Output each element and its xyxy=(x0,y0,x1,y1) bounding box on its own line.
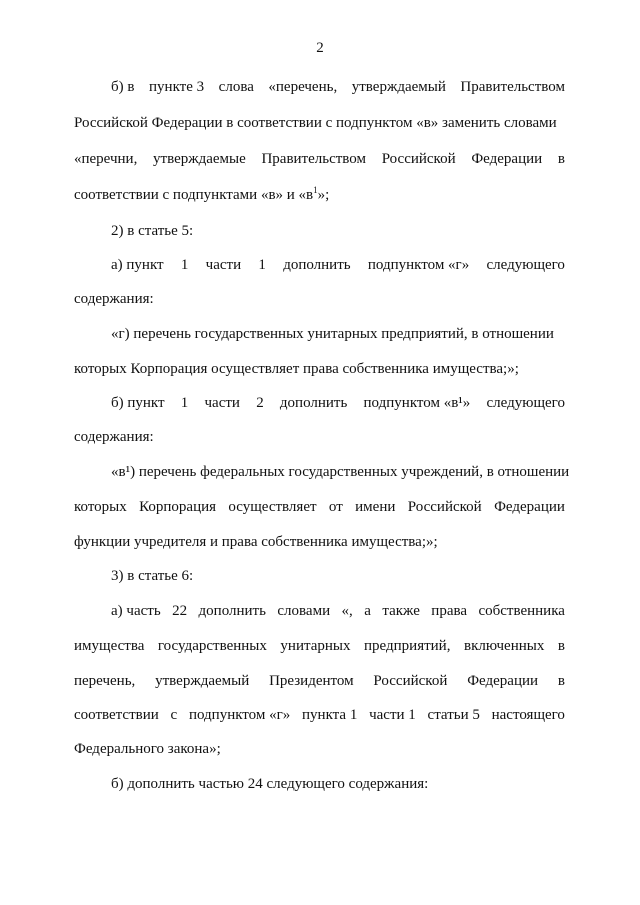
word: «, xyxy=(341,603,353,619)
text-line xyxy=(74,290,565,308)
word: а xyxy=(364,603,371,619)
text-run: содержания: xyxy=(74,429,154,445)
word: пункте 3 xyxy=(149,79,205,95)
word: б) в xyxy=(111,79,135,95)
word: утверждаемый xyxy=(155,673,250,689)
word: 2 xyxy=(256,395,264,411)
text-line xyxy=(74,114,565,132)
word: пункта 1 xyxy=(302,707,358,723)
word: слова xyxy=(218,79,254,95)
word: а) пункт xyxy=(111,257,164,273)
text-line xyxy=(111,394,565,412)
word: осуществляет xyxy=(228,499,317,515)
text-line xyxy=(111,222,565,240)
word: перечень, xyxy=(74,673,136,689)
text-line xyxy=(74,428,565,446)
text-run: содержания: xyxy=(74,291,154,307)
word: дополнить xyxy=(279,395,348,411)
word: Корпорация xyxy=(139,499,217,515)
word: от xyxy=(328,499,343,515)
word: подпунктом «г» xyxy=(188,707,291,723)
word: государственных xyxy=(157,638,267,654)
text-line xyxy=(74,740,565,758)
word: соответствии xyxy=(74,707,159,723)
word: собственника xyxy=(478,603,565,619)
text-line xyxy=(111,567,565,585)
word: унитарных xyxy=(280,638,351,654)
text-line xyxy=(74,533,565,551)
word: части xyxy=(204,395,240,411)
text-line xyxy=(111,602,565,620)
word: 22 xyxy=(172,603,188,619)
word: в xyxy=(557,673,565,689)
word: которых xyxy=(74,499,127,515)
word: утверждаемый xyxy=(351,79,446,95)
text-line xyxy=(111,256,565,274)
word: имени xyxy=(355,499,396,515)
text-line xyxy=(74,186,565,204)
word: подпунктом «в¹» xyxy=(363,395,471,411)
text-run: функции учредителя и права собственника имущества;»; xyxy=(74,534,438,550)
word: б) пункт xyxy=(111,395,165,411)
word: Российской xyxy=(407,499,482,515)
word: подпунктом «г» xyxy=(367,257,470,273)
text-run: 2) в статье 5: xyxy=(111,223,194,239)
word: 1 xyxy=(180,257,189,273)
text-line xyxy=(74,637,565,655)
word: в xyxy=(557,638,565,654)
text-line xyxy=(74,706,565,724)
word: с xyxy=(170,707,178,723)
text-line xyxy=(74,498,565,516)
word: «г) перечень государственных унитарных предприятий, в отношении xyxy=(111,326,554,342)
word: Правительством xyxy=(261,151,366,167)
word: права xyxy=(431,603,468,619)
word: части 1 xyxy=(369,707,416,723)
text-run: Федерального закона»; xyxy=(74,741,221,757)
word: 1 xyxy=(258,257,266,273)
superscript: 1 xyxy=(313,185,318,195)
word: имущества xyxy=(74,638,145,654)
word: статьи 5 xyxy=(427,707,480,723)
text-run: 3) в статье 6: xyxy=(111,568,194,584)
text-line xyxy=(111,463,570,481)
text-line xyxy=(74,150,565,168)
text-line xyxy=(111,775,565,793)
word: части xyxy=(205,257,242,273)
word: Российской Федерации в соответствии с подпунктом «в» заменить словами xyxy=(74,115,557,131)
word: Российской xyxy=(373,673,448,689)
text-line xyxy=(111,325,565,343)
word: также xyxy=(382,603,420,619)
word: Федерации xyxy=(467,673,539,689)
word: Правительством xyxy=(460,79,565,95)
text-run: соответствии с подпунктами «в» и «$в^1$»; xyxy=(74,185,330,203)
page-number: 2 xyxy=(316,40,324,56)
word: настоящего xyxy=(491,707,565,723)
word: дополнить xyxy=(198,603,266,619)
word: «в¹) перечень федеральных государственных учреждений, в отношении xyxy=(111,464,570,480)
word: Президентом xyxy=(269,673,354,689)
word: утверждаемые xyxy=(153,151,246,167)
word: включенных xyxy=(464,638,545,654)
word: дополнить xyxy=(283,257,351,273)
word: «перечень, xyxy=(268,79,338,95)
word: следующего xyxy=(486,395,565,411)
word: а) часть xyxy=(111,603,161,619)
word: которых Корпорация осуществляет права собственника имущества;»; xyxy=(74,361,519,377)
word: «перечни, xyxy=(74,151,138,167)
text-line xyxy=(74,672,565,690)
text-line xyxy=(111,78,565,96)
text-run: б) дополнить частью 24 следующего содержания: xyxy=(111,776,429,792)
word: следующего xyxy=(486,257,565,273)
word: Российской xyxy=(381,151,456,167)
word: в xyxy=(557,151,565,167)
text-line xyxy=(74,360,565,378)
word: 1 xyxy=(180,395,189,411)
word: Федерации xyxy=(494,499,565,515)
word: словами xyxy=(277,603,331,619)
word: Федерации xyxy=(471,151,543,167)
word: предприятий, xyxy=(364,638,451,654)
